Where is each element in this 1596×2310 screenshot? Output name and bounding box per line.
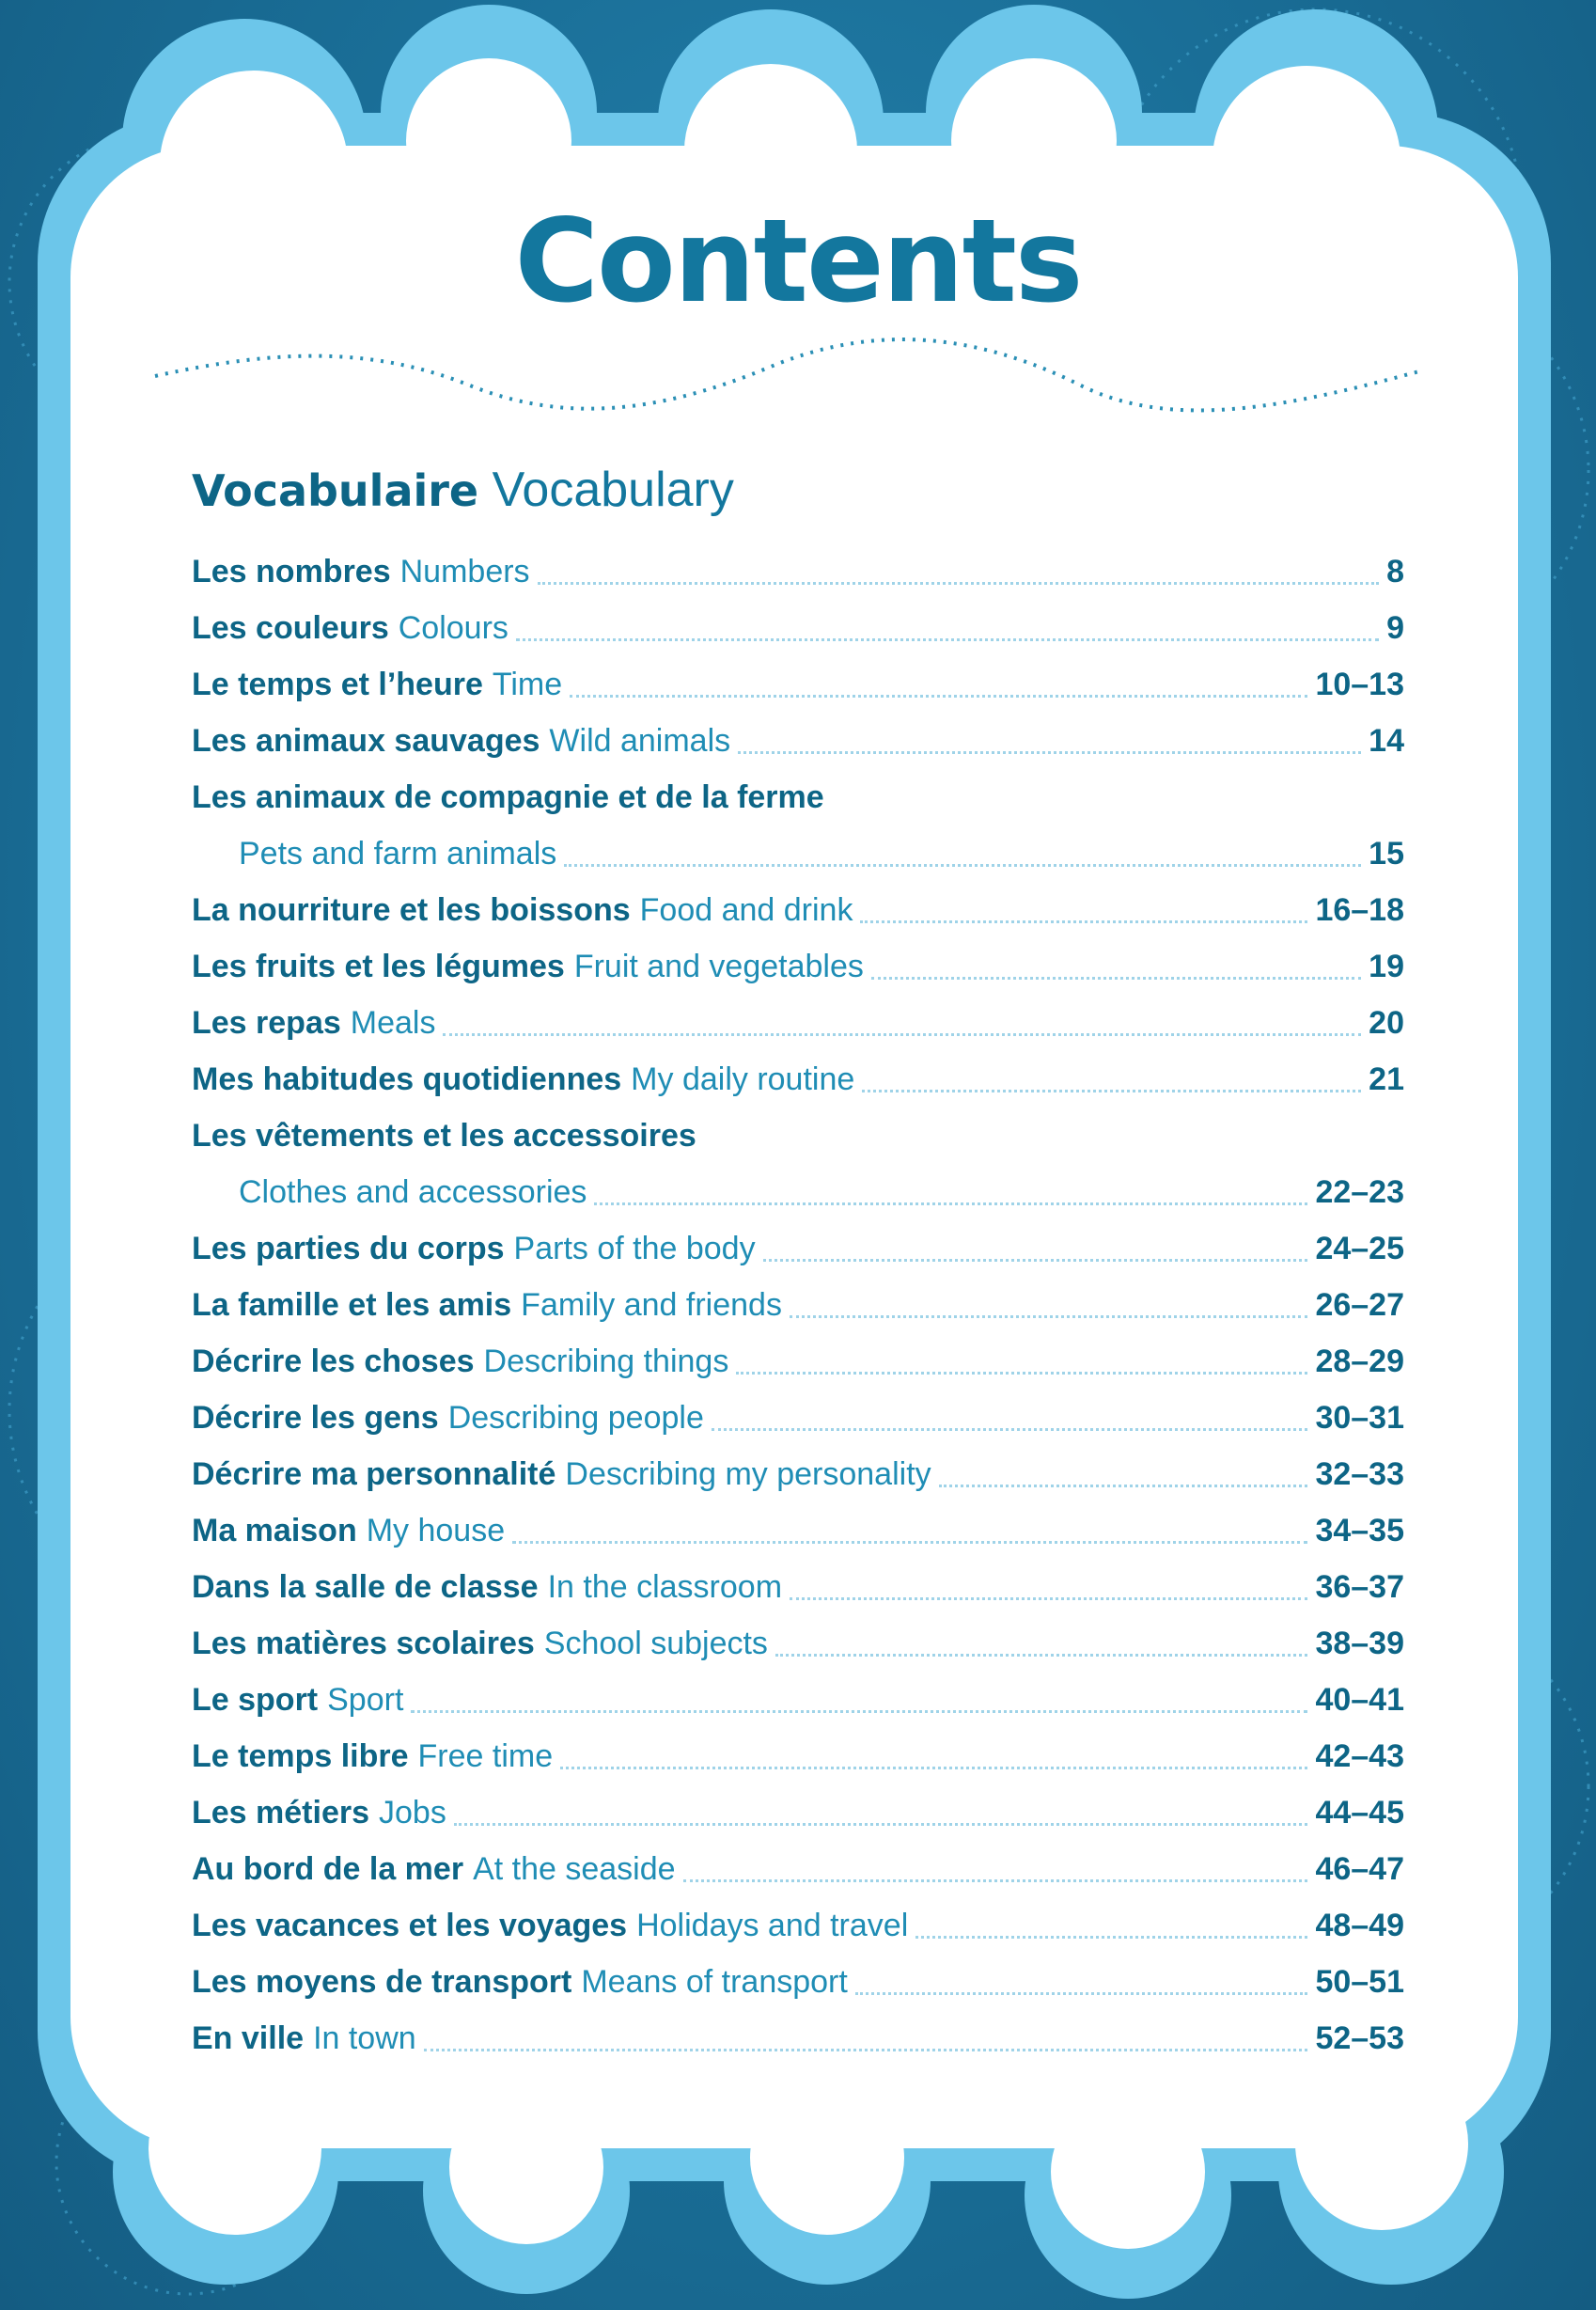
entry-french: Les métiers [192, 1794, 369, 1831]
entry-french: Les nombres [192, 553, 391, 589]
page-number: 30–31 [1315, 1399, 1404, 1436]
toc-entry[interactable] [192, 713, 1404, 769]
toc-entry-line[interactable] [192, 1277, 1404, 1333]
page-number: 14 [1369, 722, 1404, 759]
entry-english: Free time [417, 1737, 554, 1774]
toc-entry[interactable] [192, 769, 1404, 882]
toc-entry-line[interactable] [192, 1051, 1404, 1108]
toc-entry-line[interactable] [192, 2010, 1404, 2066]
toc-entry-line[interactable] [192, 769, 1404, 825]
entry-english: Pets and farm animals [239, 835, 557, 872]
toc-entry-line[interactable] [192, 1728, 1404, 1784]
entry-english: Meals [350, 1004, 436, 1041]
leader-dots [570, 695, 1307, 698]
toc-entry-line[interactable] [192, 1954, 1404, 2010]
toc-entry[interactable] [192, 1446, 1404, 1502]
entry-french: Les repas [192, 1004, 341, 1041]
leader-dots [855, 1992, 1308, 1995]
toc-entry[interactable] [192, 882, 1404, 938]
entry-english: Clothes and accessories [239, 1173, 587, 1210]
entry-english: Wild animals [549, 722, 731, 759]
toc-entry-line[interactable] [192, 1672, 1404, 1728]
page-title: Contents [514, 195, 1082, 328]
page-number: 42–43 [1315, 1737, 1404, 1774]
toc-entry-line[interactable] [192, 1615, 1404, 1672]
toc-entry[interactable] [192, 1051, 1404, 1108]
section-title-en: Vocabulary [492, 463, 734, 517]
leader-dots [683, 1879, 1308, 1882]
toc-entry[interactable] [192, 543, 1404, 600]
page-number: 16–18 [1315, 891, 1404, 928]
entry-french: Les matières scolaires [192, 1625, 535, 1661]
entry-english: Fruit and vegetables [573, 948, 864, 984]
leader-dots [411, 1710, 1307, 1713]
leader-dots [594, 1202, 1307, 1205]
page-number: 21 [1369, 1061, 1404, 1097]
entry-french: Ma maison [192, 1512, 357, 1548]
toc-entry[interactable] [192, 1390, 1404, 1446]
leader-dots [443, 1033, 1361, 1036]
toc-entry[interactable] [192, 1502, 1404, 1559]
toc-entry-line[interactable] [192, 600, 1404, 656]
page-number: 46–47 [1315, 1850, 1404, 1887]
page-number: 10–13 [1315, 666, 1404, 702]
toc-entry[interactable] [192, 1615, 1404, 1672]
page-number: 32–33 [1315, 1455, 1404, 1492]
entry-french: Les vacances et les voyages [192, 1907, 628, 1943]
toc-entry[interactable] [192, 1784, 1404, 1841]
toc-entry-line[interactable] [192, 713, 1404, 769]
toc-entry-line[interactable] [192, 1841, 1404, 1897]
entry-english: Means of transport [581, 1963, 848, 2000]
toc-entry-line[interactable] [192, 1108, 1404, 1164]
page-number: 44–45 [1315, 1794, 1404, 1831]
toc-entry[interactable] [192, 1728, 1404, 1784]
leader-dots [738, 751, 1361, 754]
toc-entry-line[interactable] [192, 1502, 1404, 1559]
leader-dots [712, 1428, 1308, 1431]
page-number: 15 [1369, 835, 1404, 872]
toc-entry-line[interactable] [192, 1897, 1404, 1954]
leader-dots [454, 1823, 1308, 1826]
section-title-fr: Vocabulaire [192, 465, 479, 516]
leader-dots [939, 1485, 1308, 1487]
toc-entry[interactable] [192, 1559, 1404, 1615]
page-number: 34–35 [1315, 1512, 1404, 1548]
table-of-contents [192, 543, 1404, 2066]
toc-entry[interactable] [192, 1841, 1404, 1897]
toc-entry[interactable] [192, 938, 1404, 995]
entry-english: Time [492, 666, 563, 702]
entry-english: School subjects [543, 1625, 768, 1661]
entry-french: Le temps libre [192, 1737, 409, 1774]
leader-dots [860, 920, 1307, 923]
page-number: 9 [1386, 609, 1404, 646]
entry-french: Les animaux sauvages [192, 722, 540, 759]
page-number: 40–41 [1315, 1681, 1404, 1718]
entry-french: En ville [192, 2019, 305, 2056]
entry-english: In the classroom [547, 1568, 783, 1605]
toc-entry[interactable] [192, 1333, 1404, 1390]
entry-english: Describing my personality [565, 1455, 931, 1492]
leader-dots [564, 864, 1361, 867]
toc-entry-line[interactable] [192, 1164, 1404, 1220]
entry-english: Jobs [379, 1794, 446, 1831]
leader-dots [516, 638, 1379, 641]
page-number: 26–27 [1315, 1286, 1404, 1323]
entry-english: Describing people [447, 1399, 704, 1436]
leader-dots [763, 1259, 1308, 1262]
entry-french: Décrire les choses [192, 1343, 475, 1379]
toc-entry[interactable] [192, 1897, 1404, 1954]
page-number: 8 [1386, 553, 1404, 589]
toc-entry[interactable] [192, 600, 1404, 656]
entry-french: Décrire les gens [192, 1399, 439, 1436]
entry-english: Numbers [399, 553, 530, 589]
toc-entry[interactable] [192, 1277, 1404, 1333]
entry-english: Sport [327, 1681, 404, 1718]
section-heading [192, 461, 734, 519]
leader-dots [790, 1315, 1308, 1318]
entry-french: Les parties du corps [192, 1230, 505, 1266]
leader-dots [512, 1541, 1307, 1544]
entry-french: Le sport [192, 1681, 319, 1718]
leader-dots [538, 582, 1380, 585]
leader-dots [560, 1767, 1307, 1769]
toc-entry[interactable] [192, 995, 1404, 1051]
entry-french: Mes habitudes quotidiennes [192, 1061, 622, 1097]
entry-english: My house [366, 1512, 506, 1548]
entry-english: Describing things [483, 1343, 729, 1379]
toc-entry-line[interactable] [192, 656, 1404, 713]
entry-french: Les animaux de compagnie et de la ferme [192, 778, 824, 815]
entry-french: Les couleurs [192, 609, 389, 646]
entry-english: In town [313, 2019, 416, 2056]
toc-entry-line[interactable] [192, 1784, 1404, 1841]
toc-entry[interactable] [192, 1672, 1404, 1728]
entry-french: Les fruits et les légumes [192, 948, 565, 984]
page-number: 19 [1369, 948, 1404, 984]
toc-entry-line[interactable] [192, 938, 1404, 995]
page-number: 52–53 [1315, 2019, 1404, 2056]
entry-english: Parts of the body [513, 1230, 756, 1266]
toc-entry[interactable] [192, 656, 1404, 713]
leader-dots [775, 1654, 1308, 1657]
entry-english: Colours [398, 609, 509, 646]
toc-entry-line[interactable] [192, 995, 1404, 1051]
toc-entry-line[interactable] [192, 1446, 1404, 1502]
leader-dots [915, 1936, 1307, 1939]
leader-dots [790, 1597, 1307, 1600]
entry-english: Food and drink [639, 891, 853, 928]
entry-english: My daily routine [631, 1061, 855, 1097]
entry-french: Décrire ma personnalité [192, 1455, 556, 1492]
entry-french: Dans la salle de classe [192, 1568, 539, 1605]
entry-french: La famille et les amis [192, 1286, 512, 1323]
leader-dots [862, 1090, 1361, 1092]
toc-entry[interactable] [192, 1220, 1404, 1277]
page-number: 20 [1369, 1004, 1404, 1041]
leader-dots [871, 977, 1361, 980]
entry-french: Le temps et l’heure [192, 666, 483, 702]
toc-entry[interactable] [192, 1954, 1404, 2010]
entry-english: At the seaside [473, 1850, 676, 1887]
entry-english: Holidays and travel [636, 1907, 909, 1943]
leader-dots [736, 1372, 1307, 1375]
entry-french: La nourriture et les boissons [192, 891, 631, 928]
toc-entry-line[interactable] [192, 543, 1404, 600]
toc-entry-line[interactable] [192, 825, 1404, 882]
toc-entry[interactable] [192, 2010, 1404, 2066]
page-number: 48–49 [1315, 1907, 1404, 1943]
entry-french: Les moyens de transport [192, 1963, 572, 2000]
toc-entry-line[interactable] [192, 882, 1404, 938]
toc-entry-line[interactable] [192, 1559, 1404, 1615]
page-number: 22–23 [1315, 1173, 1404, 1210]
page-number: 50–51 [1315, 1963, 1404, 2000]
toc-entry[interactable] [192, 1108, 1404, 1220]
page-number: 24–25 [1315, 1230, 1404, 1266]
toc-entry-line[interactable] [192, 1390, 1404, 1446]
entry-english: Family and friends [521, 1286, 782, 1323]
leader-dots [424, 2049, 1308, 2051]
entry-french: Les vêtements et les accessoires [192, 1117, 696, 1154]
page-number: 38–39 [1315, 1625, 1404, 1661]
toc-entry-line[interactable] [192, 1220, 1404, 1277]
entry-french: Au bord de la mer [192, 1850, 464, 1887]
page-number: 28–29 [1315, 1343, 1404, 1379]
page-number: 36–37 [1315, 1568, 1404, 1605]
toc-entry-line[interactable] [192, 1333, 1404, 1390]
